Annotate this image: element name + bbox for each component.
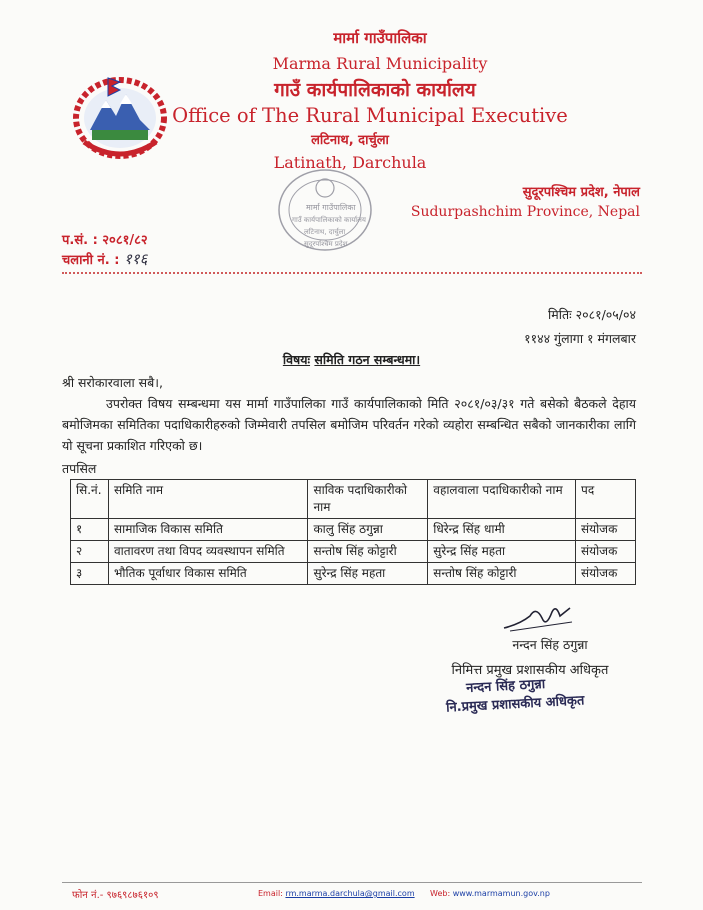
letterhead-en-name: Marma Rural Municipality <box>272 54 488 73</box>
table-cell: संयोजक <box>576 541 636 563</box>
col-header-committee: समिति नाम <box>108 480 307 519</box>
footer-email <box>258 889 415 898</box>
table-cell: धिरेन्द्र सिंह धामी <box>428 519 576 541</box>
table-cell: सामाजिक विकास समिति <box>108 519 307 541</box>
signatory-stamp-title: नि.प्रमुख प्रशासकीय अधिकृत <box>445 693 585 716</box>
seal-text-4: सुदूरपश्चिम प्रदेश <box>304 240 348 248</box>
table-cell: सुरेन्द्र सिंह महता <box>308 563 428 585</box>
seal-text-3: लटिनाथ, दार्चुला <box>304 228 346 236</box>
footer-divider <box>62 882 642 883</box>
col-header-position: पद <box>576 480 636 519</box>
table-cell: भौतिक पूर्वाधार विकास समिति <box>108 563 307 585</box>
letter-date: मितिः २०८१/०५/०४ <box>548 307 636 322</box>
letterhead-np-location: लटिनाथ, दार्चुला <box>311 133 389 148</box>
salutation: श्री सरोकारवाला सबै।, <box>62 375 163 390</box>
committee-table <box>70 479 636 585</box>
subject-text: समिति गठन सम्बन्धमा। <box>314 352 421 367</box>
letterhead-np-name: मार्मा गाउँपालिका <box>333 29 427 47</box>
chalani-number <box>62 249 147 269</box>
signatory-stamp-name: नन्दन सिंह ठगुन्ना <box>465 676 546 697</box>
patra-sankhya: प.सं. : २०८१/८२ <box>62 233 148 248</box>
table-cell: संयोजक <box>576 519 636 541</box>
signatory-name: नन्दन सिंह ठगुन्ना <box>512 637 588 652</box>
table-cell: वातावरण तथा विपद व्यवस्थापन समिति <box>108 541 307 563</box>
footer-web <box>430 889 550 898</box>
letterhead-en-location: Latinath, Darchula <box>273 153 427 172</box>
signatory-title: निमित्त प्रमुख प्रशासकीय अधिकृत <box>451 663 609 678</box>
table-cell: १ <box>71 519 109 541</box>
footer-email-link[interactable]: rm.marma.darchula@gmail.com <box>285 889 415 898</box>
col-header-current-official: वहालवाला पदाधिकारीको नाम <box>428 480 576 519</box>
footer-email-label: Email: <box>258 889 283 898</box>
col-header-sn: सि.नं. <box>71 480 109 519</box>
subject-line <box>0 351 703 368</box>
table-row <box>71 563 636 585</box>
table-row <box>71 541 636 563</box>
col-header-previous-official: साविक पदाधिकारीको नाम <box>308 480 428 519</box>
table-cell: सुरेन्द्र सिंह महता <box>428 541 576 563</box>
table-header-row <box>71 480 636 519</box>
table-cell: सन्तोष सिंह कोट्टारी <box>428 563 576 585</box>
table-cell: कालु सिंह ठगुन्ना <box>308 519 428 541</box>
letter-paragraph: उपरोक्त विषय सम्बन्धमा यस मार्मा गाउँपालिका गाउँ कार्यपालिकाको मिति २०८१/०३/३१ गते बसेको बैठकले देहाय बमोजिमका समितिका पदाधिकारीहरुको जिम्मेवारी तपसिल बमोजिम परिवर्तन गरेको व्यहोरा सम्बन्धित सबैको जानकारीका लागि यो सूचना प्रकाशित गरिएको छ। <box>62 396 636 453</box>
signature-icon <box>500 598 580 636</box>
lunar-date: ११४४ गुंलागा १ मंगलबार <box>524 331 636 346</box>
letterhead-np-office: गाउँ कार्यपालिकाको कार्यालय <box>274 79 476 101</box>
letterhead-en-province: Sudurpashchim Province, Nepal <box>410 204 640 220</box>
footer-web-label: Web: <box>430 889 451 898</box>
table-cell: संयोजक <box>576 563 636 585</box>
subject-label: विषयः <box>282 352 311 367</box>
seal-text-2: गाउँ कार्यपालिकाको कार्यालय <box>292 216 366 224</box>
table-cell: २ <box>71 541 109 563</box>
nepal-emblem-icon <box>68 70 172 162</box>
chalani-value: ११६ <box>123 250 148 268</box>
seal-text-1: मार्मा गाउँपालिका <box>306 203 356 212</box>
letterhead-en-office: Office of The Rural Municipal Executive <box>172 104 568 127</box>
footer-phone: फोन नं.- ९७६९८७६१०९ <box>72 890 159 901</box>
office-seal-icon <box>270 162 400 262</box>
table-cell: सन्तोष सिंह कोट्टारी <box>308 541 428 563</box>
header-divider <box>62 272 642 274</box>
table-row <box>71 519 636 541</box>
tapsil-label: तपसिल <box>62 461 97 476</box>
letterhead-np-province: सुदूरपश्चिम प्रदेश, नेपाल <box>522 185 640 200</box>
footer-web-link[interactable]: www.marmamun.gov.np <box>452 889 550 898</box>
table-cell: ३ <box>71 563 109 585</box>
chalani-label: चलानी नं. : <box>62 253 120 268</box>
